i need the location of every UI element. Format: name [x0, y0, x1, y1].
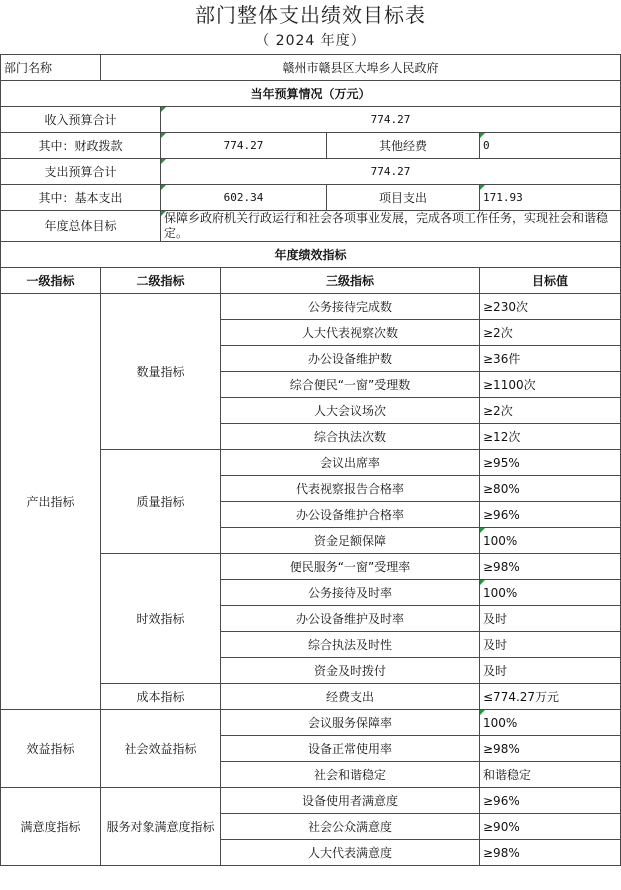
indicator-name: 办公设备维护合格率: [221, 502, 480, 528]
project-expense-label: 项目支出: [327, 185, 480, 211]
budget-section-title: 当年预算情况（万元）: [1, 81, 621, 107]
indicator-name: 代表视察报告合格率: [221, 476, 480, 502]
indicator-name: 人大会议场次: [221, 398, 480, 424]
level2-quality: 质量指标: [101, 450, 221, 554]
column-header: 二级指标: [101, 268, 221, 294]
indicator-value: 100%: [480, 528, 621, 554]
indicator-name: 公务接待完成数: [221, 294, 480, 320]
performance-section-row: [1, 242, 621, 268]
level2-service-satisfaction: 服务对象满意度指标: [101, 788, 221, 866]
performance-section-title: 年度绩效指标: [1, 242, 621, 268]
indicator-value: ≥98%: [480, 840, 621, 866]
column-header: 三级指标: [221, 268, 480, 294]
indicator-value: ≥98%: [480, 554, 621, 580]
column-header: 目标值: [480, 268, 621, 294]
indicator-name: 社会公众满意度: [221, 814, 480, 840]
indicator-name: 会议出席率: [221, 450, 480, 476]
expense-total-value: 774.27: [161, 159, 621, 185]
expense-total-row: [1, 159, 621, 185]
fiscal-row: [1, 133, 621, 159]
performance-goal-table: [0, 54, 621, 866]
indicator-value: ≥80%: [480, 476, 621, 502]
project-expense-value: 171.93: [480, 185, 621, 211]
annual-goal-label: 年度总体目标: [1, 211, 161, 242]
indicator-value: ≥2次: [480, 320, 621, 346]
indicator-value: 100%: [480, 580, 621, 606]
department-label: 部门名称: [1, 55, 101, 81]
fiscal-year: （ 2024 年度）: [255, 33, 366, 49]
indicator-value: 及时: [480, 658, 621, 684]
level2-cost: 成本指标: [101, 684, 221, 710]
indicator-value: 100%: [480, 710, 621, 736]
indicator-value: ≥2次: [480, 398, 621, 424]
basic-project-row: [1, 185, 621, 211]
level1-benefit: 效益指标: [1, 710, 101, 788]
indicator-name: 设备正常使用率: [221, 736, 480, 762]
department-row: [1, 55, 621, 81]
indicator-value: ≥1100次: [480, 372, 621, 398]
other-funds-value: 0: [480, 133, 621, 159]
income-total-row: [1, 107, 621, 133]
indicator-name: 办公设备维护数: [221, 346, 480, 372]
table-row: [1, 294, 621, 320]
expense-total-label: 支出预算合计: [1, 159, 161, 185]
indicator-value: 及时: [480, 606, 621, 632]
level1-satisfaction: 满意度指标: [1, 788, 101, 866]
annual-goal-row: [1, 211, 621, 242]
indicator-value: ≥98%: [480, 736, 621, 762]
indicator-name: 办公设备维护及时率: [221, 606, 480, 632]
level2-quantity: 数量指标: [101, 294, 221, 450]
fiscal-label: 其中：财政拨款: [1, 133, 161, 159]
income-total-label: 收入预算合计: [1, 107, 161, 133]
annual-goal-text: 保障乡政府机关行政运行和社会各项事业发展，完成各项工作任务，实现社会和谐稳定。: [161, 211, 621, 242]
level2-timeliness: 时效指标: [101, 554, 221, 684]
indicator-value: ≥96%: [480, 788, 621, 814]
department-name: 赣州市赣县区大埠乡人民政府: [101, 55, 621, 81]
indicator-name: 综合便民“一窗”受理数: [221, 372, 480, 398]
basic-expense-value: 602.34: [161, 185, 327, 211]
basic-expense-label: 其中：基本支出: [1, 185, 161, 211]
indicator-name: 社会和谐稳定: [221, 762, 480, 788]
indicator-name: 综合执法次数: [221, 424, 480, 450]
table-row: [1, 788, 621, 814]
indicator-value: ≥230次: [480, 294, 621, 320]
column-header-row: [1, 268, 621, 294]
indicator-name: 人大代表满意度: [221, 840, 480, 866]
indicator-value: 和谐稳定: [480, 762, 621, 788]
level2-social-benefit: 社会效益指标: [101, 710, 221, 788]
indicator-name: 设备使用者满意度: [221, 788, 480, 814]
indicator-name: 公务接待及时率: [221, 580, 480, 606]
indicator-value: ≤774.27万元: [480, 684, 621, 710]
column-header: 一级指标: [1, 268, 101, 294]
indicator-value: 及时: [480, 632, 621, 658]
indicator-value: ≥96%: [480, 502, 621, 528]
indicator-name: 经费支出: [221, 684, 480, 710]
indicator-name: 便民服务“一窗”受理率: [221, 554, 480, 580]
level1-output: 产出指标: [1, 294, 101, 710]
other-funds-label: 其他经费: [327, 133, 480, 159]
indicator-name: 人大代表视察次数: [221, 320, 480, 346]
indicator-name: 会议服务保障率: [221, 710, 480, 736]
page-title: 部门整体支出绩效目标表: [195, 3, 426, 27]
indicator-value: ≥90%: [480, 814, 621, 840]
income-total-value: 774.27: [161, 107, 621, 133]
indicator-value: ≥12次: [480, 424, 621, 450]
indicator-value: ≥95%: [480, 450, 621, 476]
budget-section-row: [1, 81, 621, 107]
indicator-value: ≥36件: [480, 346, 621, 372]
indicator-name: 资金及时拨付: [221, 658, 480, 684]
table-row: [1, 710, 621, 736]
fiscal-value: 774.27: [161, 133, 327, 159]
indicator-name: 资金足额保障: [221, 528, 480, 554]
indicator-name: 综合执法及时性: [221, 632, 480, 658]
